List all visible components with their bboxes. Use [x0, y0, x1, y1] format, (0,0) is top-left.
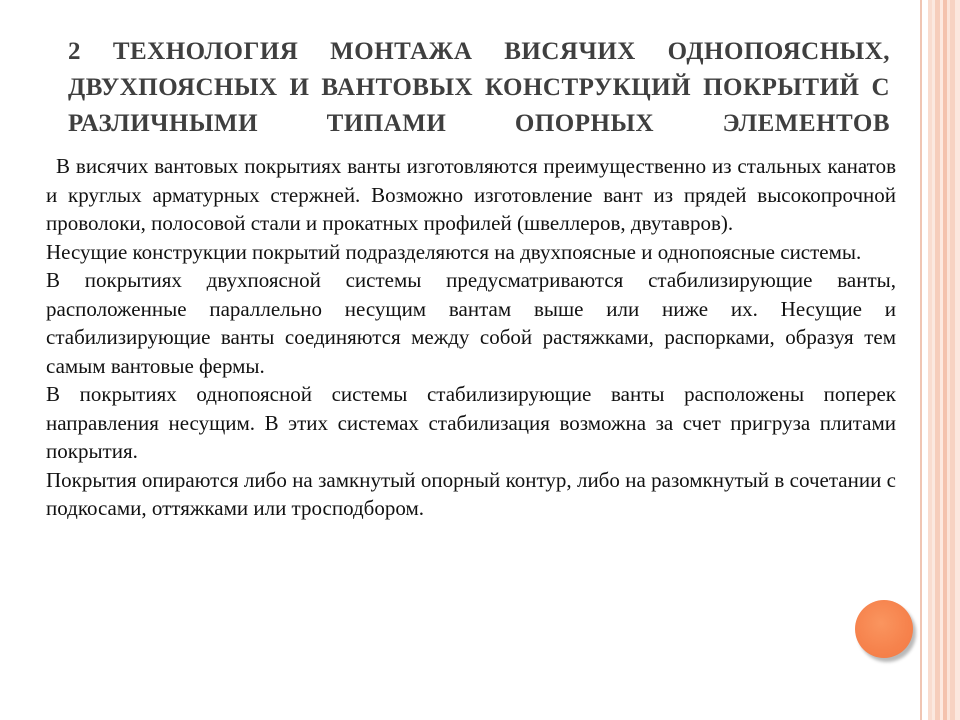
slide-title: 2 ТЕХНОЛОГИЯ МОНТАЖА ВИСЯЧИХ ОДНОПОЯСНЫХ, ДВУХПОЯСНЫХ И ВАНТОВЫХ КОНСТРУКЦИЙ ПОКРЫТИЙ С РАЗЛИЧНЫМИ ТИПАМИ ОПОРНЫХ ЭЛЕМЕНТОВ: [68, 38, 890, 137]
paragraph: В висячих вантовых покрытиях ванты изготовляются преимущественно из стальных канатов и круглых арматурных стержней. Возможно изготовление вант из прядей высокопрочной проволоки, полосовой стали и прокатных профилей (швеллеров, двутавров).: [46, 154, 896, 235]
paragraph: В покрытиях двухпоясной системы предусматриваются стабилизирующие ванты, расположенные параллельно несущим вантам выше или ниже их. Несущие и стабилизирующие ванты соединяются между собой растяжками, распорками, образуя тем самым вантовые фермы.: [46, 268, 896, 378]
paragraph: Несущие конструкции покрытий подразделяются на двухпоясные и однопоясные системы.: [46, 239, 862, 264]
decorative-divider: [920, 0, 922, 720]
decorative-stripes: [928, 0, 960, 720]
decorative-circle-icon: [855, 600, 913, 658]
slide-body: [46, 152, 896, 523]
paragraph: Покрытия опираются либо на замкнутый опорный контур, либо на разомкнутый в сочетании с подкосами, оттяжками или тросподбором.: [46, 467, 896, 520]
paragraph: В покрытиях однопоясной системы стабилизирующие ванты расположены поперек направления несущим. В этих системах стабилизация возможна за счет пригруза плитами покрытия.: [46, 382, 896, 463]
